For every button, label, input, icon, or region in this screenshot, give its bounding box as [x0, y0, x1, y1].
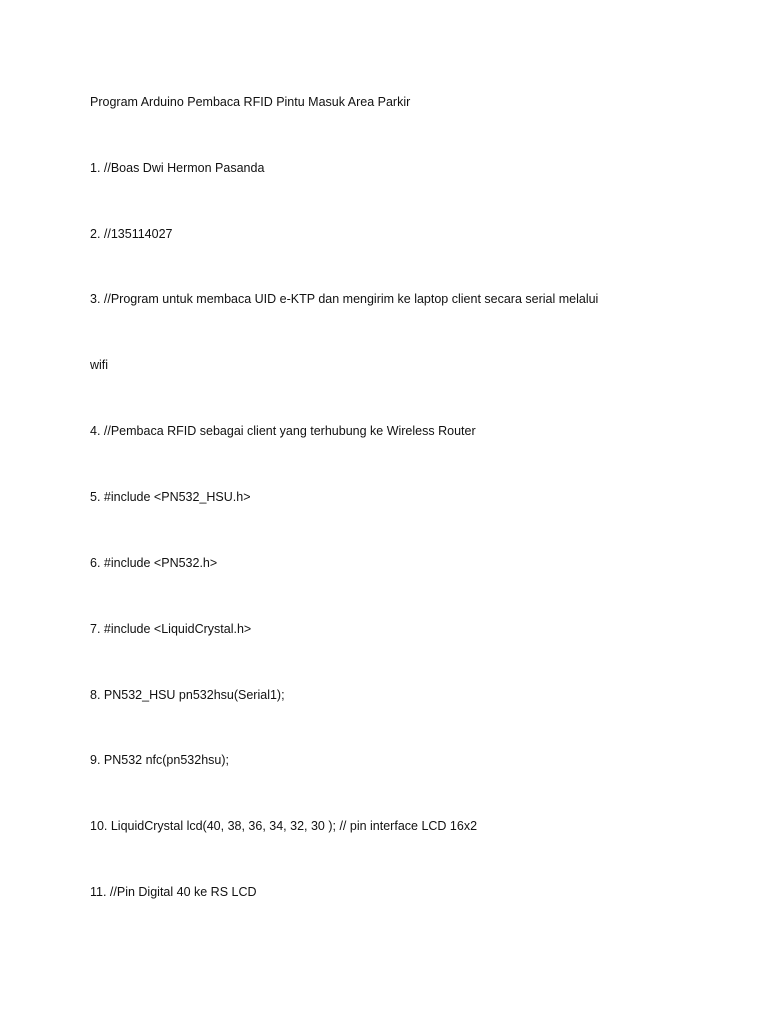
code-line-4: 4. //Pembaca RFID sebagai client yang terhubung ke Wireless Router [90, 424, 476, 438]
code-line-7: 7. #include <LiquidCrystal.h> [90, 622, 252, 636]
code-line-3: 3. //Program untuk membaca UID e-KTP dan mengirim ke laptop client secara serial melalui [90, 292, 599, 306]
document-title: Program Arduino Pembaca RFID Pintu Masuk Area Parkir [90, 95, 411, 109]
code-line-10: 10. LiquidCrystal lcd(40, 38, 36, 34, 32, 30 ); // pin interface LCD 16x2 [90, 819, 478, 833]
code-line-3-continuation: wifi [90, 358, 109, 372]
code-line-1: 1. //Boas Dwi Hermon Pasanda [90, 161, 265, 175]
code-line-2: 2. //135114027 [90, 227, 173, 241]
code-line-5: 5. #include <PN532_HSU.h> [90, 490, 251, 504]
code-line-8: 8. PN532_HSU pn532hsu(Serial1); [90, 688, 285, 702]
code-line-6: 6. #include <PN532.h> [90, 556, 218, 570]
code-line-11: 11. //Pin Digital 40 ke RS LCD [90, 885, 257, 899]
code-line-9: 9. PN532 nfc(pn532hsu); [90, 753, 229, 767]
